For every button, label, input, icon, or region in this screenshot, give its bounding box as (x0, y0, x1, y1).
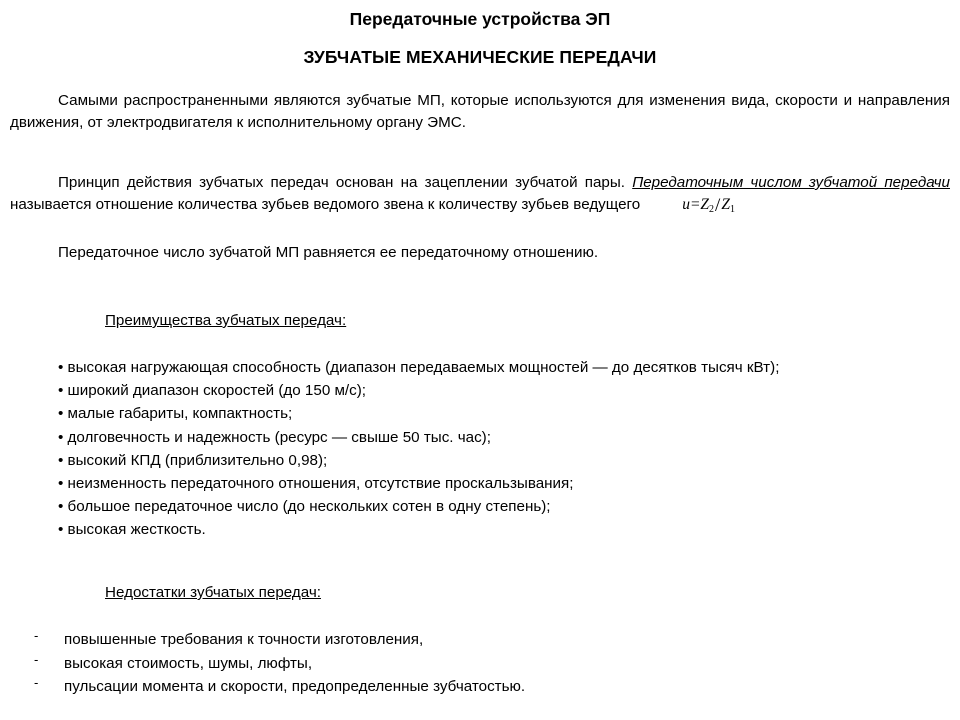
list-item (34, 675, 525, 699)
formula-numerator-sub: 2 (709, 204, 715, 215)
formula-numerator-var: Z (700, 196, 710, 213)
list-item: • неизменность передаточного отношения, отсутствие проскальзывания; (58, 475, 574, 493)
formula-slash: / (715, 195, 721, 216)
intro-paragraph: Самыми распространенными являются зубчатые МП, которые используются для изменения вида, скорости и направления движения, от электродвигателя к исполнительному органу ЭМС. (10, 92, 950, 131)
formula-denominator-sub: 1 (729, 204, 735, 215)
list-item: • высокая жесткость. (58, 521, 206, 539)
page-subtitle: ЗУБЧАТЫЕ МЕХАНИЧЕСКИЕ ПЕРЕДАЧИ (303, 47, 657, 67)
disadvantages-list (34, 628, 525, 699)
list-item: • высокий КПД (приблизительно 0,98); (58, 451, 328, 469)
advantages-list (58, 356, 779, 542)
list-item-text: повышенные требования к точности изготовления, (64, 631, 424, 648)
formula-lhs: u (682, 196, 690, 213)
formula-denominator-var: Z (721, 196, 730, 213)
list-item: • долговечность и надежность (ресурс — свыше 50 тыс. час); (58, 428, 491, 446)
dash-marker: - (34, 675, 39, 690)
list-item: • высокая нагружающая способность (диапазон передаваемых мощностей — до десятков тысяч кВт); (58, 359, 780, 376)
list-item: • большое передаточное число (до нескольких сотен в одну степень); (58, 498, 551, 516)
list-item (34, 652, 525, 676)
list-item-text: высокая стоимость, шумы, люфты, (64, 654, 313, 672)
formula-eq: = (689, 196, 701, 213)
gear-ratio-term: Передаточным числом зубчатой передачи (632, 174, 950, 191)
list-item: • малые габариты, компактность; (58, 405, 293, 423)
principle-text-after: называется отношение количества зубьев ведомого звена к количеству зубьев ведущего (10, 196, 641, 213)
ratio-equality-paragraph: Передаточное число зубчатой МП равняется ее передаточному отношению. (58, 244, 599, 261)
disadvantages-heading: Недостатки зубчатых передач: (105, 584, 321, 601)
list-item: • широкий диапазон скоростей (до 150 м/с); (58, 382, 367, 400)
advantages-heading: Преимущества зубчатых передач: (105, 312, 347, 329)
page-title: Передаточные устройства ЭП (349, 9, 611, 29)
dash-marker: - (34, 651, 39, 667)
principle-text-before: Принцип действия зубчатых передач основан на зацеплении зубчатой пары. (58, 174, 633, 191)
dash-marker: - (34, 628, 39, 643)
list-item (34, 628, 525, 652)
gear-ratio-formula (682, 195, 735, 216)
principle-paragraph (10, 172, 950, 221)
list-item-text: пульсации момента и скорости, предопределенные зубчатостью. (64, 678, 526, 695)
